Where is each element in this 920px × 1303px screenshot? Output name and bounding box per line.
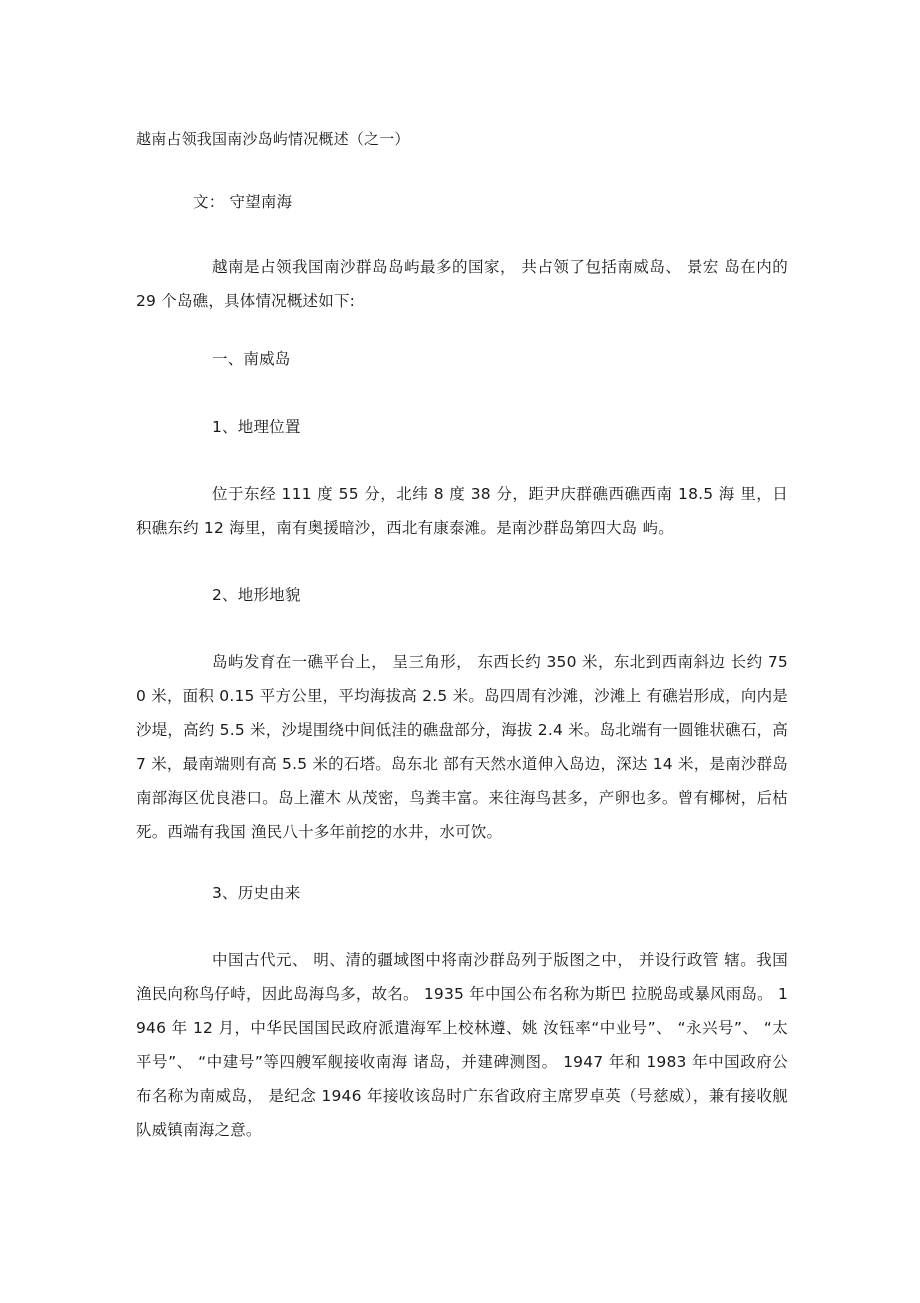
- location-paragraph: 位于东经 111 度 55 分，北纬 8 度 38 分，距尹庆群礁西礁西南 18.5 海 里，日积礁东约 12 海里，南有奥援暗沙，西北有康泰滩。是南沙群岛第四大岛 屿。: [136, 485, 788, 537]
- section-heading: 一、南威岛: [212, 350, 291, 368]
- subsection-heading-history: 3、历史由来: [212, 884, 301, 902]
- terrain-paragraph: 岛屿发育在一礁平台上， 呈三角形， 东西长约 350 米，东北到西南斜边 长约 750 米，面积 0.15 平方公里，平均海拔高 2.5 米。岛四周有沙滩，沙滩上 有礁岩形成，向内是沙堤，高约 5.5 米，沙堤围绕中间低洼的礁盘部分，海拔 2.4 米。岛北端有一圆锥状礁石，高 7 米，最南端则有高 5.5 米的石塔。岛东北 部有天然水道伸入岛边，深达 14 米，是南沙群岛南部海区优良港口。岛上灌木 从茂密，鸟粪丰富。来往海鸟甚多，产卵也多。曾有椰树，后枯死。西端有我国 渔民八十多年前挖的水井，水可饮。: [136, 653, 788, 841]
- subsection-heading-terrain: 2、地形地貌: [212, 586, 301, 604]
- history-paragraph: 中国古代元、 明、清的疆域图中将南沙群岛列于版图之中， 并设行政管 辖。我国渔民向称鸟仔峙，因此岛海鸟多，故名。 1935 年中国公布名称为斯巴 拉脱岛或暴风雨岛。 1946 年 12 月，中华民国国民政府派遣海军上校林遵、姚 汝钰率“中业号”、 “永兴号”、 “太平号”、 “中建号”等四艘军舰接收南海 诸岛，并建碑测图。 1947 年和 1983 年中国政府公布名称为南威岛， 是纪念 1946 年接收该岛时广东省政府主席罗卓英（号慈威），兼有接收舰队威镇南海之意。: [136, 951, 788, 1139]
- subsection-heading-location: 1、地理位置: [212, 418, 301, 436]
- author-line: 文： 守望南海: [193, 193, 293, 211]
- document-title: 越南占领我国南沙岛屿情况概述（之一）: [136, 130, 410, 148]
- intro-paragraph: 越南是占领我国南沙群岛岛屿最多的国家， 共占领了包括南威岛、 景宏 岛在内的 29 个岛礁，具体情况概述如下:: [136, 258, 788, 310]
